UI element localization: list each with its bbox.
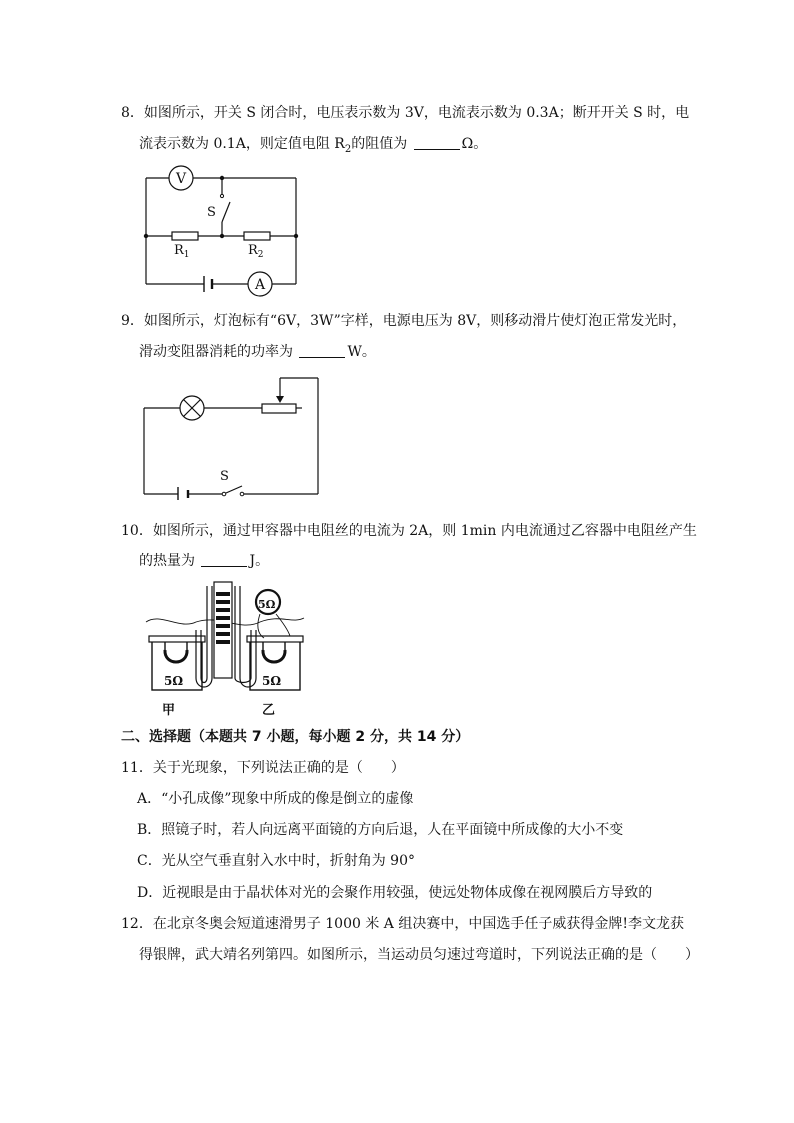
q8-r2-subscript: 2 (344, 143, 352, 155)
section-2-heading: 二、选择题（本题共 7 小题，每小题 2 分，共 14 分） (121, 729, 470, 745)
q8-r1-resistor (172, 232, 198, 240)
q8-answer-blank[interactable] (414, 135, 460, 150)
q8-ammeter-label: A (254, 277, 266, 293)
q8-r2-sub: 2 (257, 250, 264, 260)
q10-scale-ruler (214, 582, 232, 678)
q8-r2-label: R (248, 243, 258, 258)
q10-line2-text: 的热量为 (139, 553, 195, 569)
q10-top-resistance: 5Ω (258, 598, 276, 611)
svg-text:R2 (248, 243, 264, 260)
q9-line1: 9．如图所示，灯泡标有“6V，3W”字样，电源电压为 8V，则移动滑片使灯泡正常发光时， (121, 313, 687, 329)
q8-r1-label: R (174, 243, 184, 258)
q10-right-label: 乙 (262, 703, 276, 718)
q11-option-c[interactable]: C．光从空气垂直射入水中时，折射角为 90° (137, 853, 415, 869)
q10-left-label: 甲 (162, 703, 176, 718)
q9-switch-label: S (220, 469, 229, 484)
q9-line2 (139, 343, 376, 361)
q10-left-resistance: 5Ω (164, 674, 184, 688)
q10-line1: 10．如图所示，通过甲容器中电阻丝的电流为 2A，则 1min 内电流通过乙容器中电阻丝产生 (121, 523, 697, 539)
q11-option-a[interactable]: A．“小孔成像”现象中所成的像是倒立的虚像 (137, 791, 414, 807)
q9-circuit-diagram (138, 372, 328, 500)
q8-unit: Ω。 (461, 136, 488, 152)
q9-answer-blank[interactable] (299, 343, 345, 358)
q9-switch-icon (226, 486, 242, 493)
q11-option-b[interactable]: B．照镜子时，若人向远离平面镜的方向后退，人在平面镜中所成像的大小不变 (137, 822, 624, 838)
q8-line2-text: 流表示数为 0.1A，则定值电阻 R (139, 136, 345, 152)
q8-switch-label: S (207, 205, 216, 220)
q8-circuit-diagram (130, 160, 310, 300)
q8-r2-resistor (244, 232, 270, 240)
svg-text:R1 (174, 243, 190, 260)
q10-answer-blank[interactable] (201, 552, 247, 567)
q8-line2-text-b: 的阻值为 (351, 136, 408, 152)
q8-r1-sub: 1 (183, 250, 190, 260)
q8-line2 (139, 135, 487, 159)
q10-right-resistance: 5Ω (262, 674, 282, 688)
q9-rheostat (262, 404, 296, 413)
q8-line1: 8．如图所示，开关 S 闭合时，电压表示数为 3V，电流表示数为 0.3A；断开开关 S 时，电 (121, 105, 690, 121)
q8-voltmeter-label: V (175, 171, 187, 187)
q11-option-d[interactable]: D．近视眼是由于晶状体对光的会聚作用较强，使远处物体成像在视网膜后方导致的 (137, 885, 653, 901)
q9-line2-text: 滑动变阻器消耗的功率为 (139, 344, 293, 360)
q10-joule-heat-apparatus (140, 578, 310, 720)
q10-line2 (139, 552, 269, 570)
q9-unit: W。 (347, 344, 376, 360)
q11-stem: 11．关于光现象，下列说法正确的是（ ） (121, 760, 405, 776)
q12-line1: 12．在北京冬奥会短道速滑男子 1000 米 A 组决赛中，中国选手任子威获得金牌!李文龙获 (121, 916, 684, 932)
q10-unit: J。 (249, 553, 270, 569)
q12-line2: 得银牌，武大靖名列第四。如图所示，当运动员匀速过弯道时，下列说法正确的是（ ） (139, 947, 699, 963)
